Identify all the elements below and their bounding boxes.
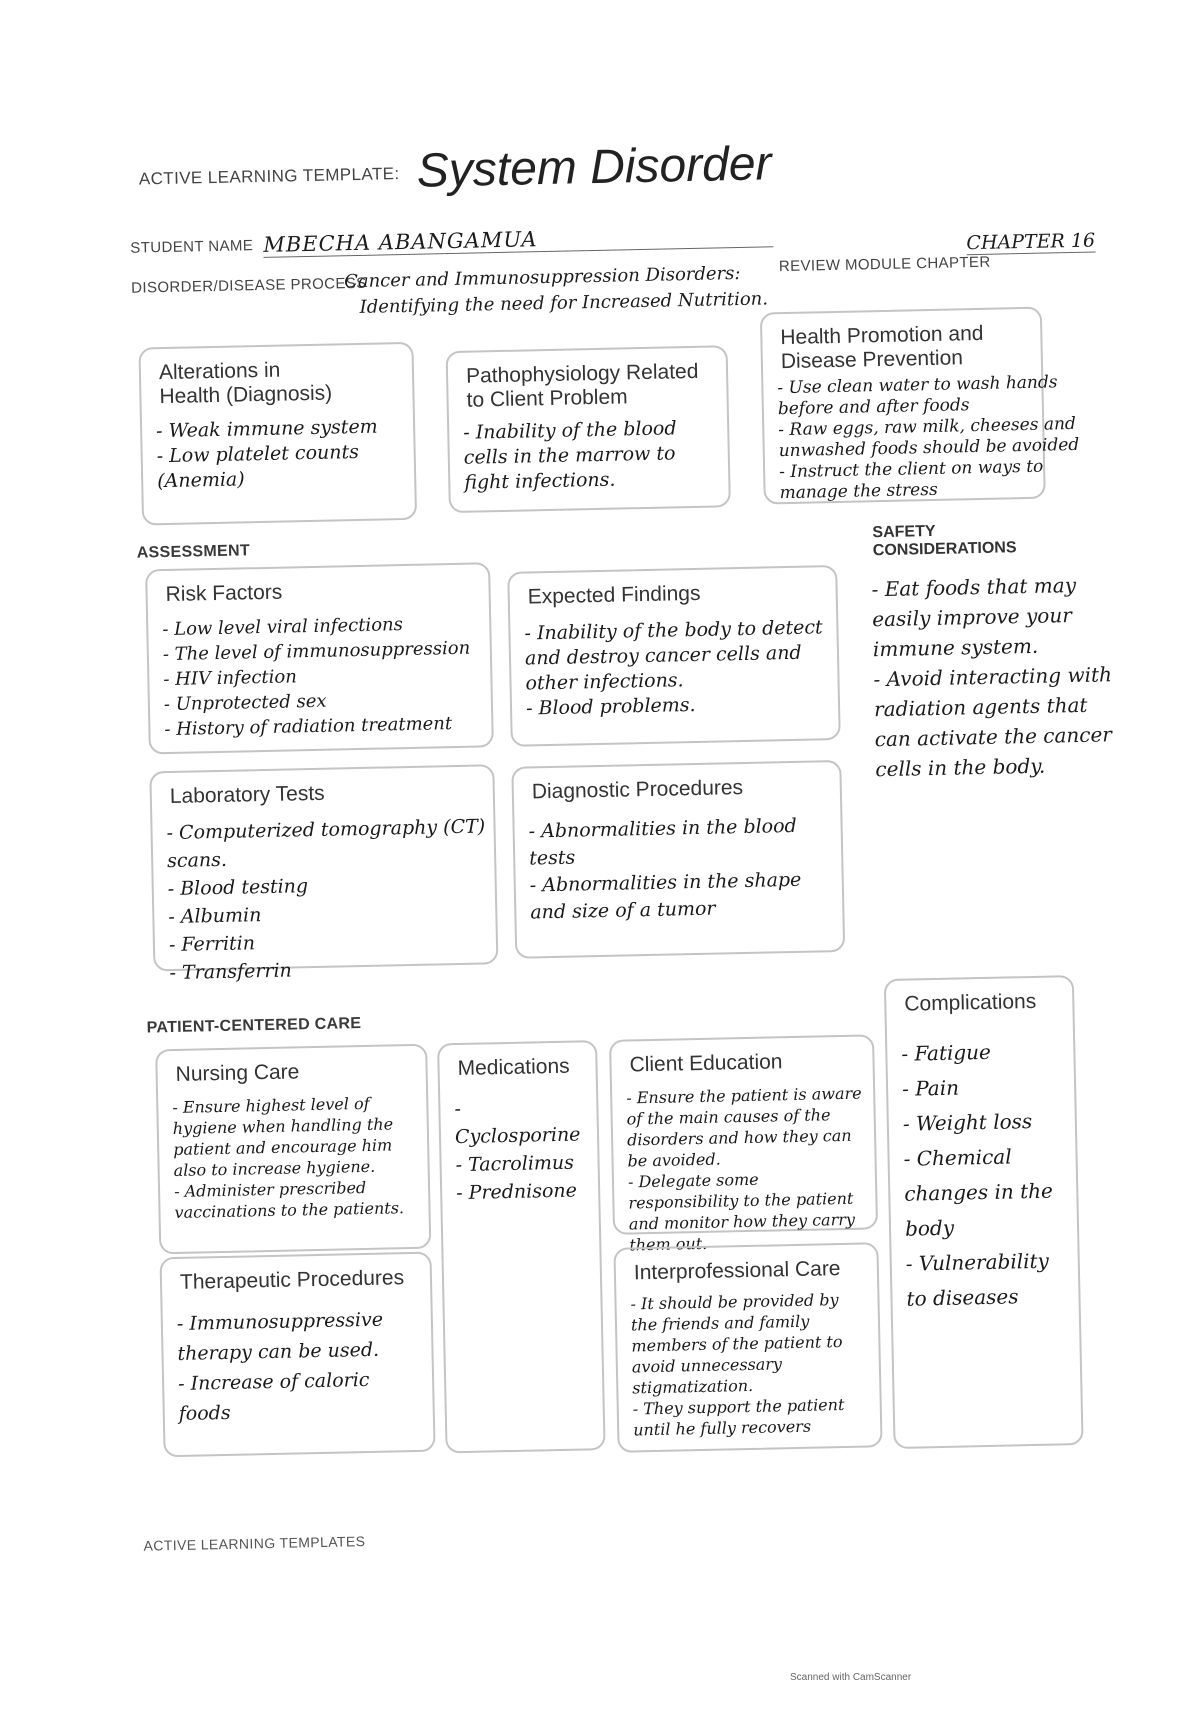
list-item: - Albumin [168,904,262,929]
list-item: - Pain [901,1075,960,1101]
laboratory-tests-list [166,812,488,987]
expected-findings-box [507,565,841,747]
safety-title: SAFETY CONSIDERATIONS [872,522,1017,560]
list-item: - Avoid interacting with radiation agents that can activate the cancer cells in the body. [873,662,1113,782]
expected-findings-title: Expected Findings [527,581,701,609]
list-item: - Delegate some responsibility to the patient and monitor how they carry them out. [627,1169,856,1255]
list-item: - Prednisone [455,1179,578,1205]
interprofessional-care-box [613,1242,882,1453]
list-item: - Inability of the body to detect and destroy cancer cells and other infections. [524,616,823,695]
disorder-line-2: Identifying the need for Increased Nutrition. [359,288,769,318]
health-promotion-title: Health Promotion and Disease Prevention [780,321,984,374]
assessment-label: ASSESSMENT [136,542,251,562]
list-item: - Ferritin [168,932,256,957]
pathophysiology-box [446,345,731,513]
scanner-watermark: Scanned with CamScanner [790,1672,912,1683]
footer-templates-label: ACTIVE LEARNING TEMPLATES [143,1533,366,1554]
list-item: - Weak immune system [155,415,378,443]
complications-title: Complications [904,989,1037,1016]
student-name-value: MBECHA ABANGAMUA [263,222,773,258]
list-item: - Ensure highest level of hygiene when handling the patient and encourage him also to increase hygiene. [172,1093,394,1181]
review-module-label: REVIEW MODULE CHAPTER [778,253,991,276]
client-education-title: Client Education [629,1050,783,1077]
pathophysiology-list [463,415,721,495]
alterations-box [138,342,417,526]
list-item: - Administer prescribed vaccinations to the patients. [173,1177,405,1222]
alterations-list [156,414,407,494]
therapeutic-procedures-title: Therapeutic Procedures [179,1266,405,1294]
list-item: - Instruct the client on ways to manage the stress [778,456,1044,504]
health-promotion-box [760,307,1080,505]
list-item: - Low platelet counts (Anemia) [156,440,360,493]
student-name-label: STUDENT NAME [130,237,254,257]
list-item: - Increase of caloric foods [177,1368,370,1425]
patient-centered-care-label: PATIENT-CENTERED CARE [146,1015,362,1037]
list-item: - Unprotected sex [163,690,327,716]
laboratory-tests-title: Laboratory Tests [169,781,325,809]
list-item: - Eat foods that may easily improve your immune system. [871,572,1077,662]
safety-list [871,569,1125,784]
list-item: - History of radiation treatment [164,713,453,741]
diagnostic-procedures-box [511,760,845,959]
therapeutic-procedures-box [159,1252,435,1458]
list-item: - Weight loss [902,1109,1033,1136]
nursing-care-box [155,1044,431,1255]
alterations-title: Alterations in Health (Diagnosis) [158,358,333,409]
list-item: - Chemical changes in the body [903,1144,1054,1241]
list-item: - Inability of the blood cells in the marrow to fight infections. [463,417,677,494]
list-item: - Vulnerability to diseases [905,1248,1050,1311]
review-module-value: CHAPTER 16 [966,229,1096,255]
list-item: - Transferrin [169,959,293,985]
risk-factors-list [162,610,484,742]
template-label: ACTIVE LEARNING TEMPLATE: [138,164,400,189]
list-item: - It should be provided by the friends and family members of the patient to avoid unnecessary stigmatization. [630,1290,843,1398]
list-item: - Tacrolimus [455,1151,575,1177]
complications-box [884,975,1084,1449]
therapeutic-procedures-list [177,1304,425,1429]
list-item: - Computerized tomography (CT) scans. [166,815,486,873]
expected-findings-list [524,615,830,721]
list-item: - Use clean water to wash hands before and after foods [777,372,1058,420]
diagnostic-procedures-title: Diagnostic Procedures [531,776,744,804]
list-item: - Ensure the patient is aware of the main causes of the disorders and how they can be avoided. [626,1083,862,1171]
list-item: - Blood testing [167,875,309,901]
interprofessional-care-title: Interprofessional Care [633,1257,841,1285]
nursing-care-list [172,1092,421,1223]
list-item: - Abnormalities in the blood tests [528,814,797,870]
risk-factors-box [145,562,494,754]
nursing-care-title: Nursing Care [175,1060,300,1086]
interprofessional-care-list [630,1288,872,1440]
disorder-label: DISORDER/DISEASE PROCESS [131,274,367,297]
list-item: - Blood problems. [525,693,696,720]
diagnostic-procedures-list [528,812,834,926]
list-item: - Fatigue [901,1039,992,1066]
disorder-line-1: Cancer and Immunosuppression Disorders: [343,262,741,293]
pathophysiology-title: Pathophysiology Related to Client Problem [465,359,699,412]
list-item: - Cyclosporine [454,1097,581,1149]
complications-list [901,1033,1071,1316]
list-item: - They support the patient until he fully recovers [632,1395,845,1440]
medications-box [437,1040,606,1453]
medications-list [454,1092,590,1207]
client-education-list [626,1083,868,1256]
risk-factors-title: Risk Factors [165,580,283,607]
list-item: - Abnormalities in the shape and size of a tumor [529,868,802,924]
list-item: - HIV infection [163,666,298,691]
health-promotion-list [777,371,1114,504]
client-education-box [609,1034,878,1255]
list-item: - Low level viral infections [162,614,404,641]
list-item: - Immunosuppressive therapy can be used. [176,1308,384,1365]
laboratory-tests-box [149,764,498,985]
medications-title: Medications [457,1054,570,1081]
template-title: System Disorder [416,137,773,198]
list-item: - Raw eggs, raw milk, cheeses and unwashed foods should be avoided [778,413,1080,462]
list-item: - The level of immunosuppression [162,637,471,666]
